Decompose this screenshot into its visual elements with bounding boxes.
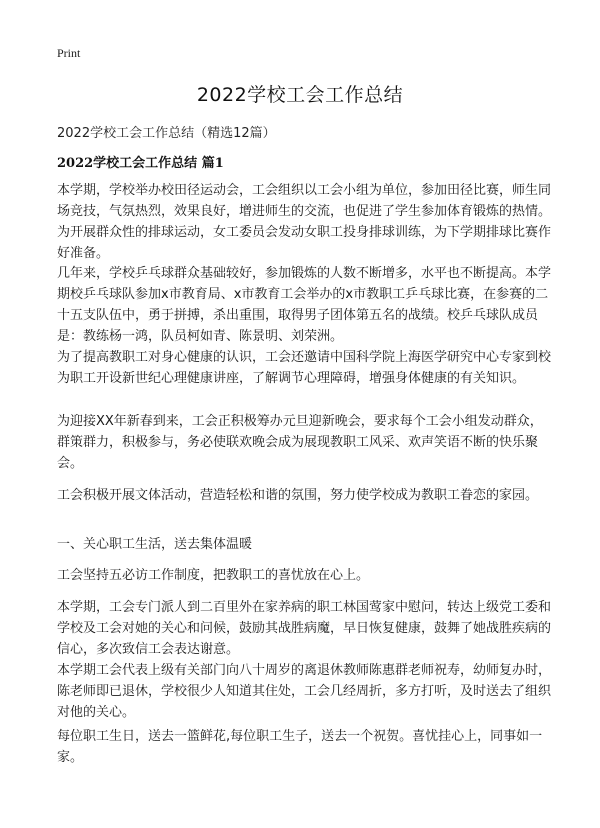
document-title: 2022学校工会工作总结 [196,84,404,106]
document-subtitle: 2022学校工会工作总结（精选12篇） [57,126,276,141]
section-heading: 2022学校工会工作总结 篇1 [57,156,224,171]
paragraph-retiree-birthday: 本学期工会代表上级有关部门向八十周岁的离退休教师陈惠群老师祝寿，幼师复办时，陈老师即已退休，学校很少人知道其住处，工会几经周折，多方打听，及时送去了组织对他的关心。 [57,663,552,720]
paragraph-birthday-flowers: 每位职工生日，送去一篮鲜花,每位职工生子，送去一个祝贺。喜忧挂心上，同事如一家。 [57,729,543,765]
paragraph-cultural-activities: 工会积极开展文体活动，营造轻松和谐的氛围，努力使学校成为教职工眷恋的家园。 [57,488,539,503]
paragraph-visit-system: 工会坚持五必访工作制度，把教职工的喜忧放在心上。 [57,568,370,583]
paragraph-table-tennis: 几年来，学校乒乓球群众基础较好，参加锻炼的人数不断增多，水平也不断提高。本学期校乒乓球队参加x市教育局、x市教育工会举办的x市教职工乒乓球比赛，在参赛的二十五支队伍中，勇于拼搏，杀出重围，取得男子团体第五名的战绩。校乒乓球队成员是：教练杨一鸿，队员柯如青、陈景明、刘荣洲。 [57,266,552,344]
paragraph-sports-meet: 本学期，学校举办校田径运动会，工会组织以工会小组为单位，参加田径比赛，师生同场竞技，气氛热烈，效果良好，增进师生的交流，也促进了学生参加体育锻炼的热情。为开展群众性的排球运动，女工委员会发动女职工投身排球训练，为下学期排球比赛作好准备。 [57,183,552,261]
paragraph-new-year-party: 为迎接XX年新春到来，工会正积极筹办元旦迎新晚会，要求每个工会小组发动群众，群策群力，积极参与，务必使联欢晚会成为展现教职工风采、欢声笑语不断的快乐聚会。 [57,414,543,471]
paragraph-care-heading: 一、关心职工生活，送去集体温暖 [57,537,253,552]
print-label: Print [57,46,81,60]
paragraph-mental-health: 为了提高教职工对身心健康的认识，工会还邀请中国科学院上海医学研究中心专家到校为职工开设新世纪心理健康讲座，了解调节心理障碍，增强身体健康的有关知识。 [57,350,552,386]
paragraph-sick-visit: 本学期，工会专门派人到二百里外在家养病的职工林国莺家中慰问，转达上级党工委和学校及工会对她的关心和问候，鼓励其战胜病魔，早日恢复健康，鼓舞了她战胜疾病的信心，多次致信工会表达谢意。 [57,600,552,657]
